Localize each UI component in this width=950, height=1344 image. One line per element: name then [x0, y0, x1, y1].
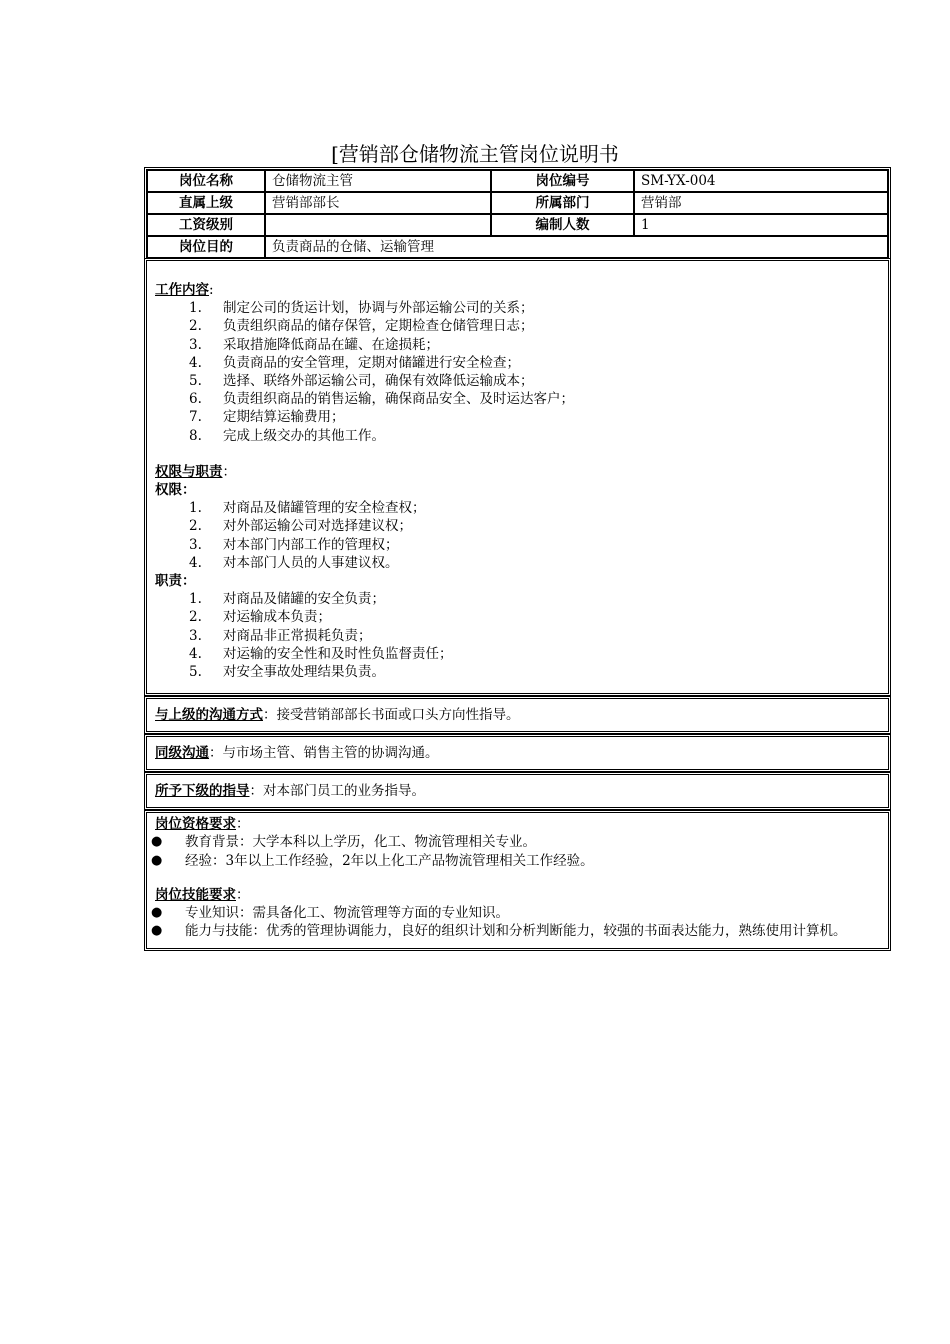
list-item-number: 3. — [189, 336, 202, 353]
subordinate-guidance — [144, 772, 891, 810]
list-item-number: 2. — [189, 318, 202, 335]
label-position-purpose: 岗位目的 — [147, 236, 265, 258]
list-item-text: 对本部门内部工作的管理权； — [223, 536, 399, 553]
value-salary-grade — [265, 214, 491, 236]
table-row — [147, 236, 888, 258]
list-item-text: 对商品及储罐的安全负责； — [223, 591, 385, 608]
authority-heading: 权限与职责 — [155, 463, 223, 480]
list-item — [151, 904, 880, 922]
list-item-text: 对商品及储罐管理的安全检查权； — [223, 500, 426, 517]
table-row — [147, 214, 888, 236]
label-direct-supervisor: 直属上级 — [147, 192, 265, 214]
list-item — [151, 833, 880, 851]
qualification-heading: 岗位资格要求 — [155, 816, 236, 833]
list-item — [155, 354, 880, 372]
heading-colon: ： — [236, 816, 250, 833]
list-item — [151, 922, 880, 940]
list-item-text: 能力与技能：优秀的管理协调能力，良好的组织计划和分析判断能力，较强的书面表达能力，熟练使用计算机。 — [185, 923, 847, 940]
list-item-text: 经验：3年以上工作经验，2年以上化工产品物流管理相关工作经验。 — [185, 852, 594, 869]
heading-colon: ： — [222, 463, 236, 480]
value-direct-supervisor: 营销部部长 — [265, 192, 491, 214]
upward-communication-text: ：接受营销部部长书面或口头方向性指导。 — [263, 707, 520, 724]
table-row — [147, 192, 888, 214]
skills-heading: 岗位技能要求 — [155, 886, 236, 903]
list-item-number: 3. — [189, 536, 202, 553]
list-item-number: 1. — [189, 500, 202, 517]
list-item-text: 采取措施降低商品在罐、在途损耗； — [223, 336, 439, 353]
label-position-code: 岗位编号 — [491, 170, 634, 192]
subordinate-guidance-text: ：对本部门员工的业务指导。 — [249, 783, 425, 800]
list-item-text: 负责商品的安全管理，定期对储罐进行安全检查； — [223, 354, 520, 371]
list-item-text: 对运输成本负责； — [223, 609, 331, 626]
list-item-number: 6. — [189, 391, 202, 408]
skills-list — [151, 904, 880, 940]
document-title: [营销部仓储物流主管岗位说明书 — [331, 142, 619, 166]
work-content-heading: 工作内容 — [155, 282, 209, 298]
list-item-text: 负责组织商品的储存保管，定期检查仓储管理日志； — [223, 318, 534, 335]
info-table — [144, 167, 891, 258]
list-item-text: 制定公司的货运计划，协调与外部运输公司的关系； — [223, 300, 534, 317]
list-item-text: 负责组织商品的销售运输，确保商品安全、及时运达客户； — [223, 391, 574, 408]
subordinate-guidance-label: 所予下级的指导 — [155, 783, 250, 800]
list-item — [155, 554, 880, 572]
list-item-number: 5. — [189, 373, 202, 390]
label-department: 所属部门 — [491, 192, 634, 214]
list-item — [155, 627, 880, 645]
list-item — [155, 645, 880, 663]
list-item — [151, 852, 880, 870]
label-position-name: 岗位名称 — [147, 170, 265, 192]
upward-communication — [144, 696, 891, 734]
list-item-number: 5. — [189, 664, 202, 681]
list-item — [155, 517, 880, 535]
peer-communication-text: ：与市场主管、销售主管的协调沟通。 — [209, 745, 439, 762]
list-item-text: 完成上级交办的其他工作。 — [223, 427, 385, 444]
heading-colon: : — [209, 282, 214, 298]
duties-list — [155, 590, 880, 681]
value-position-name: 仓储物流主管 — [265, 170, 491, 192]
upward-communication-label: 与上级的沟通方式 — [155, 707, 263, 724]
list-item-number: 1. — [189, 300, 202, 317]
duties-section — [144, 258, 891, 696]
list-item — [155, 408, 880, 426]
list-item-number: 4. — [189, 554, 202, 571]
list-item — [155, 663, 880, 681]
value-position-code: SM-YX-004 — [634, 170, 888, 192]
duties-label: 职责： — [155, 573, 196, 590]
list-item-number: 7. — [189, 409, 202, 426]
list-item — [155, 590, 880, 608]
value-headcount: 1 — [634, 214, 888, 236]
list-item-text: 对运输的安全性和及时性负监督责任； — [223, 645, 453, 662]
list-item-number: 1. — [189, 591, 202, 608]
list-item-text: 对安全事故处理结果负责。 — [223, 664, 385, 681]
list-item-text: 对外部运输公司对选择建议权； — [223, 518, 412, 535]
list-item — [155, 390, 880, 408]
list-item-number: 4. — [189, 645, 202, 662]
list-item-text: 教育背景：大学本科以上学历，化工、物流管理相关专业。 — [185, 834, 536, 851]
list-item-number: 4. — [189, 354, 202, 371]
list-item — [155, 372, 880, 390]
bullet-icon: ● — [151, 852, 163, 868]
list-item-text: 对本部门人员的人事建议权。 — [223, 554, 399, 571]
requirements-section — [144, 810, 891, 951]
table-row — [147, 170, 888, 192]
value-department: 营销部 — [634, 192, 888, 214]
list-item-number: 2. — [189, 518, 202, 535]
bullet-icon: ● — [151, 923, 163, 939]
list-item-number: 2. — [189, 609, 202, 626]
qualification-list — [151, 833, 880, 869]
list-item-number: 3. — [189, 627, 202, 644]
peer-communication — [144, 734, 891, 772]
list-item-text: 专业知识：需具备化工、物流管理等方面的专业知识。 — [185, 905, 509, 922]
list-item-text: 定期结算运输费用； — [223, 409, 345, 426]
work-content-list — [155, 299, 880, 445]
list-item-text: 对商品非正常损耗负责； — [223, 627, 372, 644]
label-headcount: 编制人数 — [491, 214, 634, 236]
bullet-icon: ● — [151, 905, 163, 921]
label-salary-grade: 工资级别 — [147, 214, 265, 236]
value-position-purpose: 负责商品的仓储、运输管理 — [265, 236, 888, 258]
list-item-text: 选择、联络外部运输公司，确保有效降低运输成本； — [223, 373, 534, 390]
bullet-icon: ● — [151, 834, 163, 850]
list-item — [155, 536, 880, 554]
list-item-number: 8. — [189, 427, 202, 444]
list-item — [155, 499, 880, 517]
peer-communication-label: 同级沟通 — [155, 745, 209, 762]
heading-colon: ： — [236, 886, 250, 903]
list-item — [155, 336, 880, 354]
rights-list — [155, 499, 880, 572]
list-item — [155, 317, 880, 335]
list-item — [155, 299, 880, 317]
job-description-sheet — [144, 167, 891, 951]
list-item — [155, 608, 880, 626]
list-item — [155, 427, 880, 445]
rights-label: 权限： — [155, 482, 196, 499]
